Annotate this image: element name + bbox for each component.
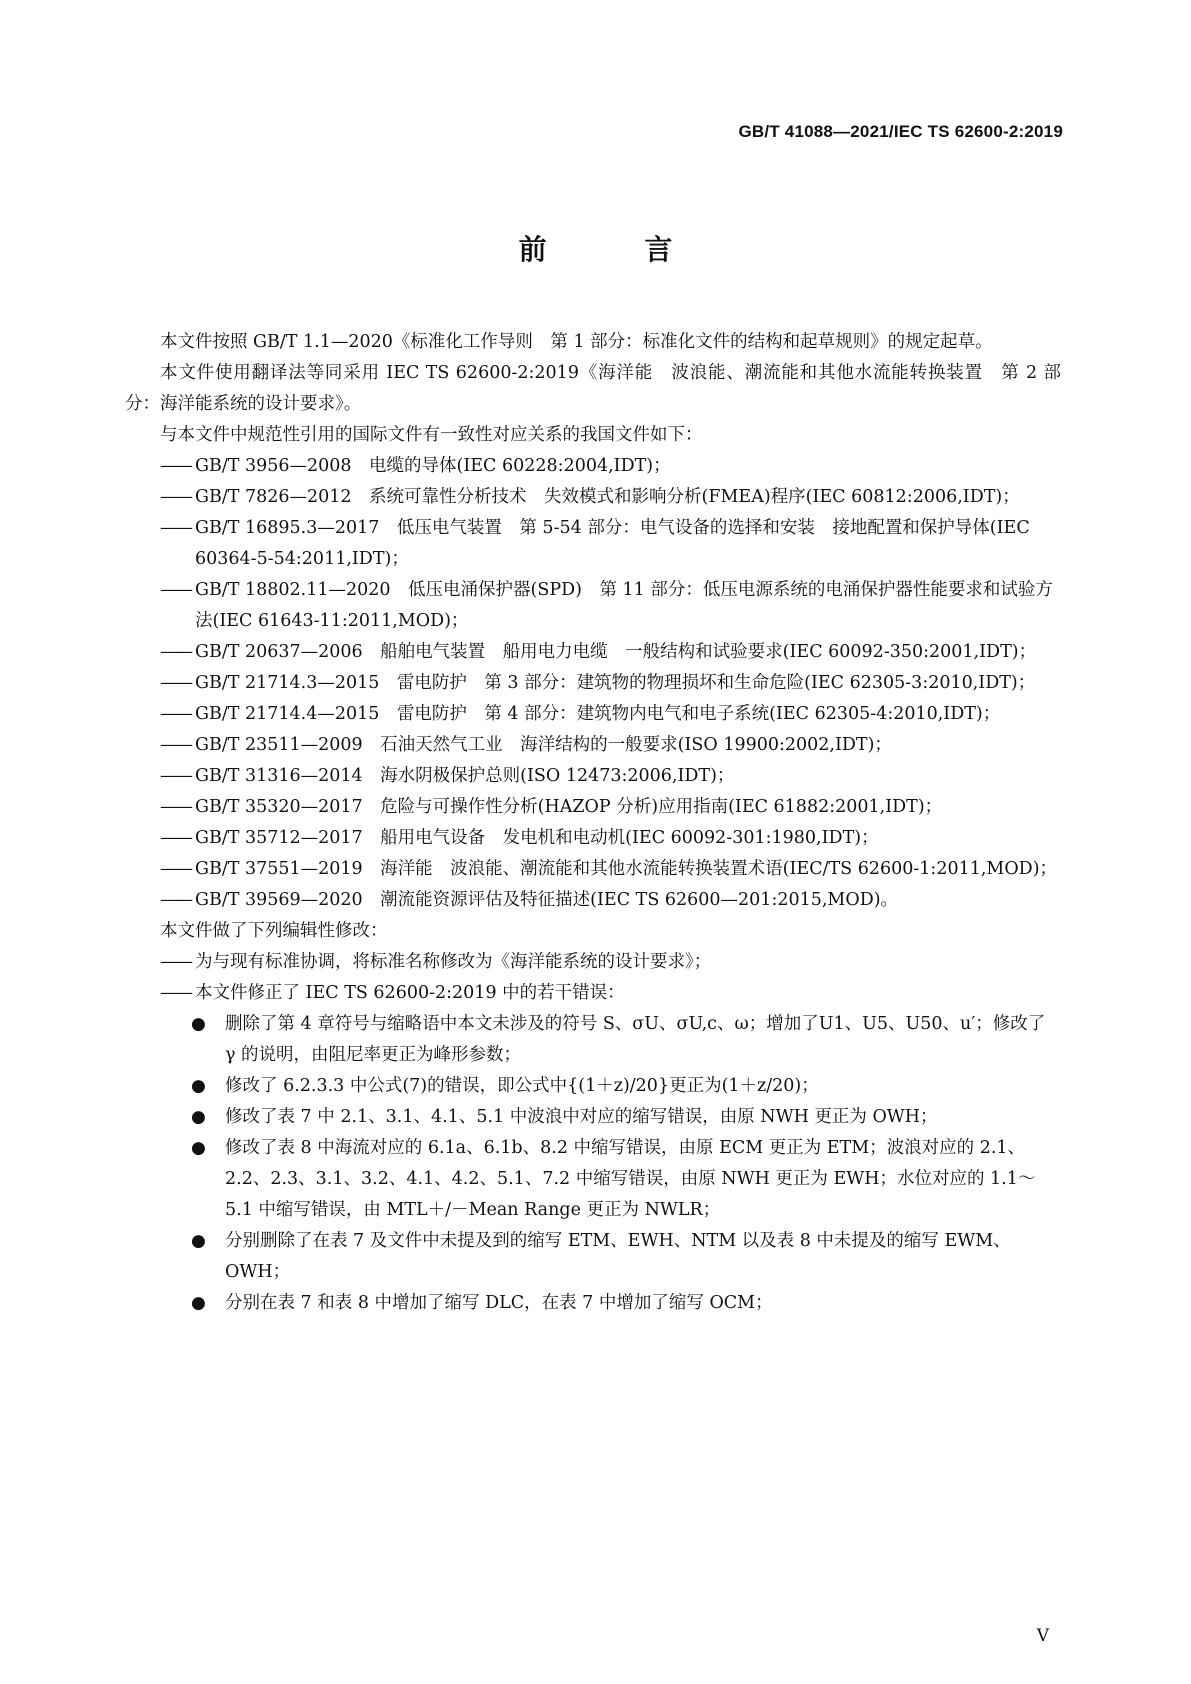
reference-item: —— GB/T 23511—2009 石油天然气工业 海洋结构的一般要求(ISO 19900:2002,IDT)；: [160, 735, 892, 755]
reference-item: —— GB/T 21714.4—2015 雷电防护 第 4 部分：建筑物内电气和电子系统(IEC 62305-4:2010,IDT)；: [160, 704, 1001, 724]
page-title: 前 言: [518, 233, 717, 266]
edit-item: —— 为与现有标准协调，将标准名称修改为《海洋能系统的设计要求》；: [160, 952, 712, 972]
correction-item: ● 分别在表 7 和表 8 中增加了缩写 DLC，在表 7 中增加了缩写 OCM；: [125, 1288, 1061, 1319]
reference-item: —— GB/T 31316—2014 海水阴极保护总则(ISO 12473:2006,IDT)；: [160, 766, 735, 786]
correction-item: ● 修改了表 8 中海流对应的 6.1a、6.1b、8.2 中缩写错误，由原 ECM 更正为 ETM；波浪对应的 2.1、2.2、2.3、3.1、3.2、4.1、4.2、5.1、7.2 中缩写错误，由原 NWH 更正为 EWH；水位对应的 1.1～5.1 中缩写错误，由 MTL＋/－Mean Range 更正为 NWLR；: [125, 1133, 1061, 1226]
bullet-icon: ●: [191, 1076, 206, 1096]
correction-list: [125, 1009, 1061, 1319]
correction-item: ● 修改了 6.2.3.3 中公式(7)的错误，即公式中{(1＋z)/20}更正为(1＋z/20)；: [125, 1071, 1061, 1102]
document-code-header: GB/T 41088—2021/IEC TS 62600-2:2019: [738, 122, 1063, 141]
reference-item: —— GB/T 37551—2019 海洋能 波浪能、潮流能和其他水流能转换装置术语(IEC/TS 62600-1:2011,MOD)；: [160, 859, 1058, 879]
reference-item: —— GB/T 7826—2012 系统可靠性分析技术 失效模式和影响分析(FMEA)程序(IEC 60812:2006,IDT)；: [160, 487, 1020, 507]
reference-item: —— GB/T 35320—2017 危险与可操作性分析(HAZOP 分析)应用指南(IEC 61882:2001,IDT)；: [160, 797, 943, 817]
edit-intro: 本文件做了下列编辑性修改：: [160, 921, 388, 941]
correction-item: ● 删除了第 4 章符号与缩略语中本文未涉及的符号 S、σU、σU,c、ω；增加了U1、U5、U50、u′；修改了 γ 的说明，由阻尼率更正为峰形参数；: [125, 1009, 1061, 1071]
correction-item: ● 分别删除了在表 7 及文件中未提及到的缩写 ETM、EWH、NTM 以及表 8 中未提及的缩写 EWM、OWH；: [125, 1226, 1061, 1288]
reference-item: —— GB/T 18802.11—2020 低压电涌保护器(SPD) 第 11 部分：低压电源系统的电涌保护器性能要求和试验方法(IEC 61643-11:2011,MOD)；: [160, 580, 1053, 631]
reference-list: [125, 451, 1061, 916]
edit-item: —— 本文件修正了 IEC TS 62600-2:2019 中的若干错误：: [160, 983, 625, 1003]
bullet-icon: ●: [191, 1014, 206, 1034]
reference-item: —— GB/T 3956—2008 电缆的导体(IEC 60228:2004,IDT)；: [160, 456, 671, 476]
bullet-icon: ●: [191, 1231, 206, 1251]
reference-item: —— GB/T 20637—2006 船舶电气装置 船用电力电缆 一般结构和试验要求(IEC 60092-350:2001,IDT)；: [160, 642, 1037, 662]
reference-item: —— GB/T 35712—2017 船用电气设备 发电机和电动机(IEC 60092-301:1980,IDT)；: [160, 828, 879, 848]
bullet-icon: ●: [191, 1293, 206, 1313]
edit-list: [125, 947, 1061, 1009]
page-number: V: [1036, 1626, 1049, 1646]
reference-item: —— GB/T 16895.3—2017 低压电气装置 第 5-54 部分：电气设备的选择和安装 接地配置和保护导体(IEC 60364-5-54:2011,IDT)；: [160, 518, 1030, 569]
foreword-body: [125, 327, 1061, 1319]
paragraph: 本文件按照 GB/T 1.1—2020《标准化工作导则 第 1 部分：标准化文件的结构和起草规则》的规定起草。: [160, 332, 993, 352]
bullet-icon: ●: [191, 1138, 206, 1158]
correction-item: ● 修改了表 7 中 2.1、3.1、4.1、5.1 中波浪中对应的缩写错误，由原 NWH 更正为 OWH；: [125, 1102, 1061, 1133]
bullet-icon: ●: [191, 1107, 206, 1127]
reference-item: —— GB/T 21714.3—2015 雷电防护 第 3 部分：建筑物的物理损坏和生命危险(IEC 62305-3:2010,IDT)；: [160, 673, 1036, 693]
paragraph: 本文件使用翻译法等同采用 IEC TS 62600-2:2019《海洋能 波浪能、潮流能和其他水流能转换装置 第 2 部分：海洋能系统的设计要求》。: [125, 363, 1061, 414]
paragraph: 与本文件中规范性引用的国际文件有一致性对应关系的我国文件如下：: [160, 425, 703, 445]
reference-item: —— GB/T 39569—2020 潮流能资源评估及特征描述(IEC TS 62600—201:2015,MOD)。: [160, 890, 899, 910]
